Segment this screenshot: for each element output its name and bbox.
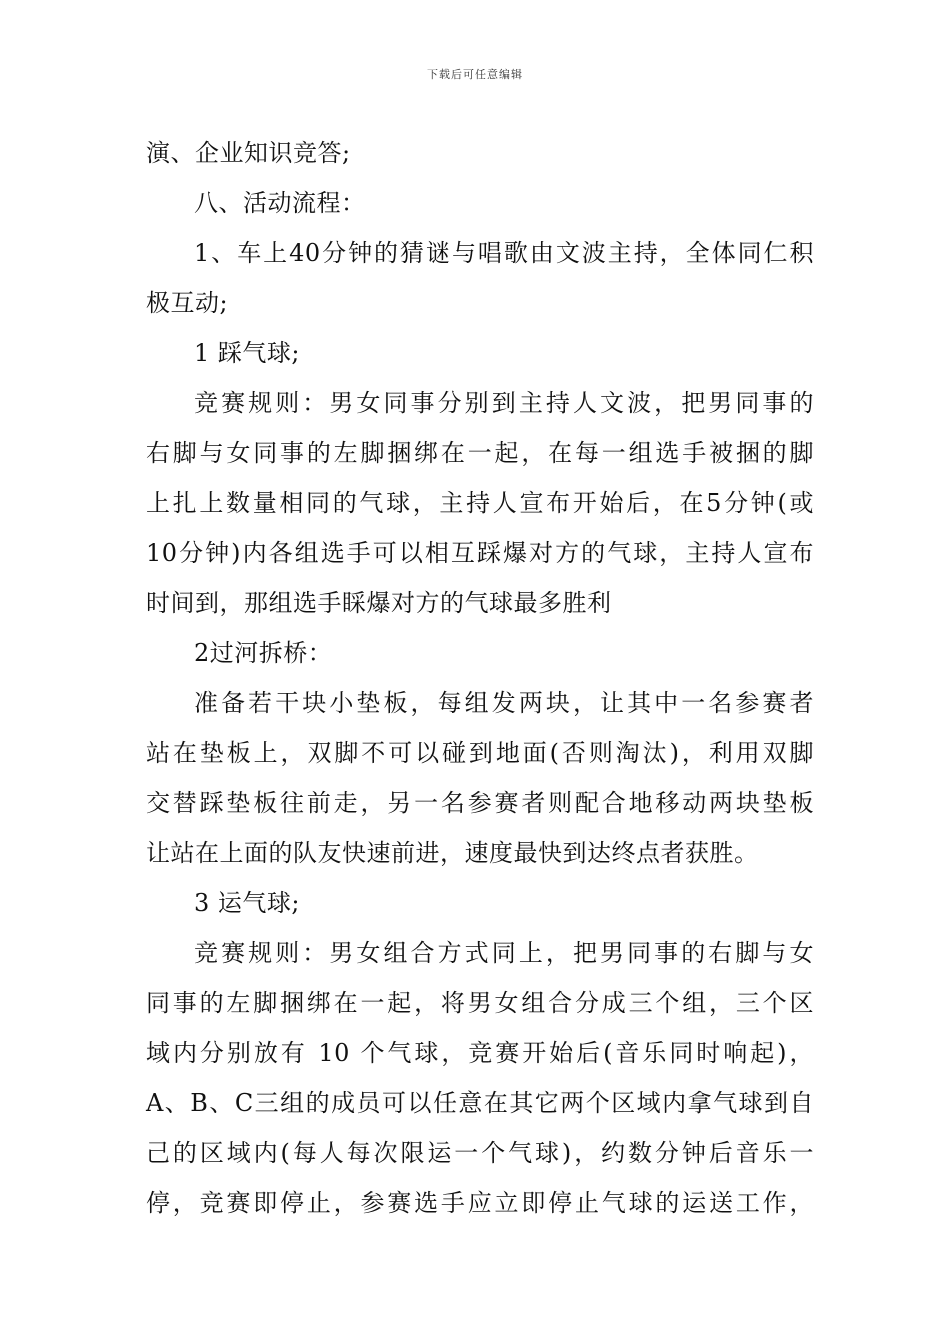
text-line: 演、企业知识竞答; [146, 139, 351, 167]
text-line: 准备若干块小垫板，每组发两块，让其中一名参赛者 [194, 689, 814, 717]
text-line: 3 运气球; [194, 889, 300, 917]
text-line: 交替踩垫板往前走，另一名参赛者则配合地移动两块垫板 [146, 789, 814, 817]
text-line: 时间到，那组选手睬爆对方的气球最多胜利 [146, 589, 612, 617]
text-line: 让站在上面的队友快速前进，速度最快到达终点者获胜。 [146, 839, 759, 867]
text-line: 2过河拆桥： [194, 639, 333, 667]
text-line: 同事的左脚捆绑在一起，将男女组合分成三个组，三个区 [146, 989, 814, 1017]
text-line: 竞赛规则：男女组合方式同上，把男同事的右脚与女 [194, 939, 814, 967]
text-line: 极互动; [146, 289, 229, 317]
text-line: 竞赛规则：男女同事分别到主持人文波，把男同事的 [194, 389, 814, 417]
text-line: 上扎上数量相同的气球，主持人宣布开始后，在5分钟(或 [146, 489, 814, 517]
text-line: 1、车上40分钟的猜谜与唱歌由文波主持，全体同仁积 [194, 239, 814, 267]
text-line: A、B、C三组的成员可以任意在其它两个区域内拿气球到自 [146, 1089, 814, 1117]
text-line: 10分钟)内各组选手可以相互踩爆对方的气球，主持人宣布 [146, 539, 814, 567]
document-body [146, 128, 814, 1228]
text-line: 域内分别放有 10 个气球，竞赛开始后(音乐同时响起)， [146, 1039, 814, 1067]
text-line: 1 踩气球; [194, 339, 300, 367]
text-line: 八、活动流程： [194, 189, 366, 217]
text-line: 站在垫板上，双脚不可以碰到地面(否则淘汰)，利用双脚 [146, 739, 814, 767]
text-line: 己的区域内(每人每次限运一个气球)，约数分钟后音乐一 [146, 1139, 814, 1167]
text-line: 停，竞赛即停止，参赛选手应立即停止气球的运送工作， [146, 1189, 814, 1217]
page-header-note: 下载后可任意编辑 [427, 68, 523, 81]
text-line: 右脚与女同事的左脚捆绑在一起，在每一组选手被捆的脚 [146, 439, 814, 467]
